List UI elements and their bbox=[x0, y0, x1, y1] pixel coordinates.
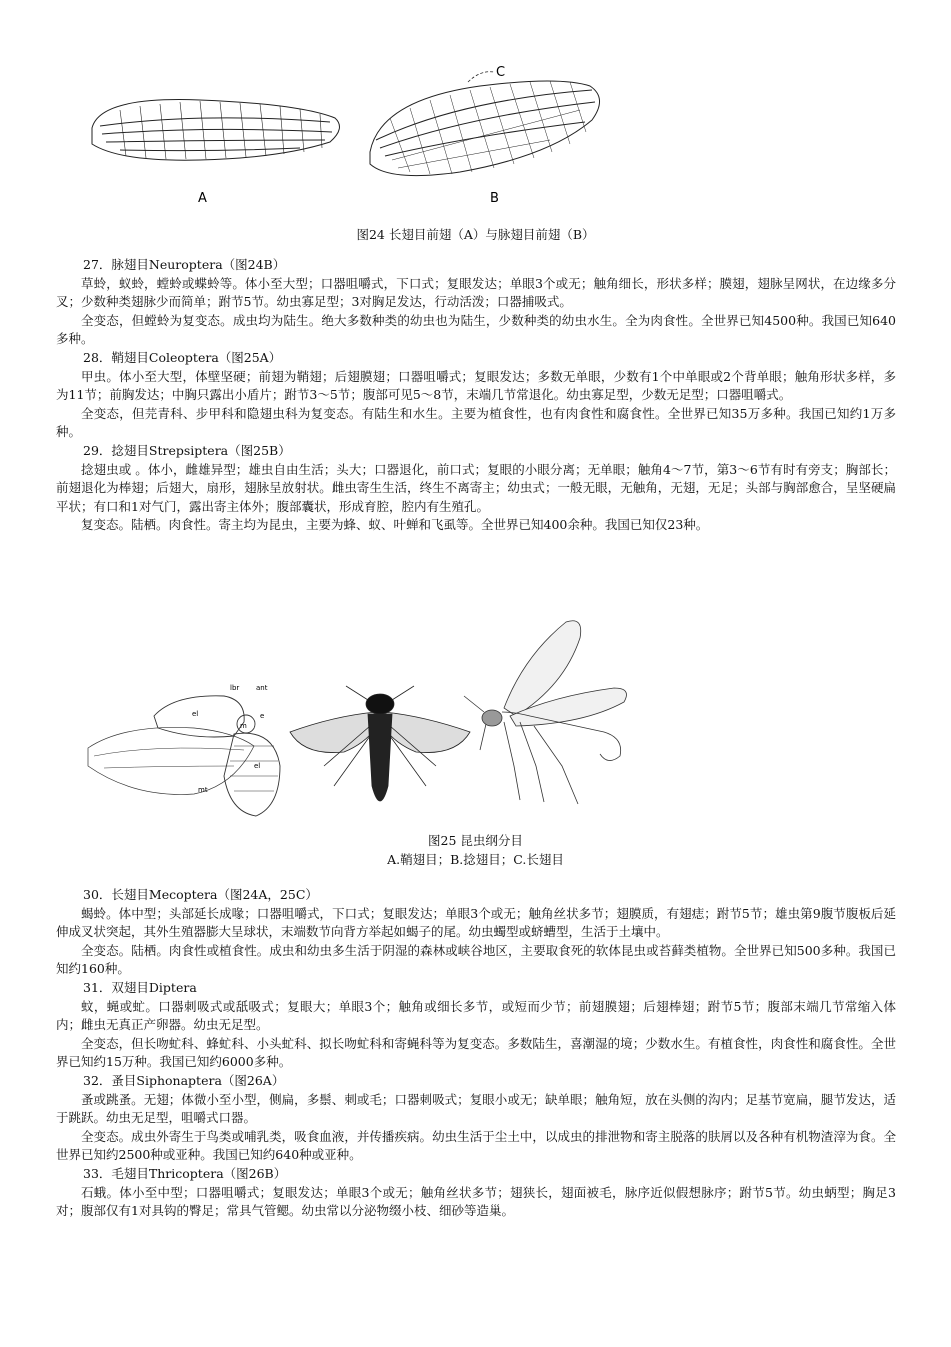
beetle-label-lbr: lbr bbox=[230, 684, 240, 692]
wing-b-illustration bbox=[370, 72, 600, 176]
section-33-heading: 33．毛翅目Thricoptera（图26B） bbox=[83, 1165, 287, 1181]
scorpionfly-illustration bbox=[464, 621, 626, 804]
section-32-paragraph-2: 全变态。成虫外寄生于鸟类或哺乳类，吸食血液，并传播疾病。幼虫生活于尘土中，以成虫的排泄物和寄主脱落的肤屑以及各种有机物渣滓为食。全世界已知约2500种或亚种。我国已知约640种或亚种。 bbox=[56, 1128, 896, 1163]
figure-24-wings bbox=[80, 60, 620, 210]
figure-24-label-a: A bbox=[198, 191, 207, 206]
section-27-heading: 27．脉翅目Neuroptera（图24B） bbox=[83, 257, 286, 272]
figure-24-label-c: C bbox=[496, 65, 506, 80]
section-30-paragraph-1: 蝎蛉。体中型；头部延长成喙；口器咀嚼式，下口式；复眼发达；单眼3个或无；触角丝状多节；翅膜质，有翅痣；跗节5节；雄虫第9腹节腹板后延伸成叉状突起，其外生殖器膨大呈球状，末端数节向背方举起如蝎子的尾。幼虫蠋型或蛴螬型，生活于土壤中。 bbox=[56, 905, 896, 940]
section-28-paragraph-1: 甲虫。体小至大型，体壁坚硬；前翅为鞘翅；后翅膜翅；口器咀嚼式；复眼发达；多数无单眼，少数有1个中单眼或2个背单眼；触角形状多样，多为11节；前胸发达；中胸只露出小盾片；跗节3～5节；腹部可见5～8节，末端几节常退化。幼虫寡足型，少数无足型；口器咀嚼式。 bbox=[56, 368, 896, 403]
section-30-paragraph-2: 全变态。陆栖。肉食性或植食性。成虫和幼虫多生活于阴湿的森林或峡谷地区，主要取食死的软体昆虫或苔藓类植物。全世界已知500多种。我国已知约160种。 bbox=[56, 942, 896, 977]
section-33-paragraph-1: 石蛾。体小至中型；口器咀嚼式；复眼发达；单眼3个或无；触角丝状多节；翅狭长，翅面被毛，脉序近似假想脉序；跗节5节。幼虫蛃型；胸足3对；腹部仅有1对具钩的臀足；常具气管鳃。幼虫常以分泌物缀小枝、细砂等造巢。 bbox=[56, 1184, 896, 1219]
section-29-paragraph-1: 捻翅虫或 。体小，雌雄异型；雄虫自由生活；头大；口器退化，前口式；复眼的小眼分离；无单眼；触角4～7节，第3～6节有时有旁支；胸部长；前翅退化为棒翅；后翅大，扇形，翅脉呈放射状。雌虫寄生生活，终生不离寄主；幼虫式；一般无眼，无触角，无翅，无足；头部与胸部愈合，呈坚硬扁平状；有口和1对气门，露出寄主体外；腹部囊状，形成育腔，腔内有生殖孔。 bbox=[56, 461, 896, 514]
section-29-paragraph-2: 复变态。陆栖。肉食性。寄主均为昆虫，主要为蜂、蚁、叶蝉和飞虱等。全世界已知400余种。我国已知仅23种。 bbox=[81, 517, 709, 533]
beetle-label-m: m bbox=[240, 722, 247, 730]
beetle-illustration bbox=[88, 696, 280, 816]
beetle-label-el-1: el bbox=[192, 710, 199, 718]
beetle-label-mt: mt bbox=[198, 786, 208, 794]
figure-25-caption: 图25 昆虫纲分目 bbox=[428, 833, 523, 848]
beetle-label-ant: ant bbox=[256, 684, 268, 692]
beetle-label-el-2: el bbox=[254, 762, 261, 770]
section-28-heading: 28．鞘翅目Coleoptera（图25A） bbox=[83, 349, 282, 365]
beetle-label-e: e bbox=[260, 712, 265, 720]
section-30-heading: 30．长翅目Mecoptera（图24A，25C） bbox=[83, 887, 318, 902]
section-31-heading: 31．双翅目Diptera bbox=[83, 979, 197, 995]
sections-27-29 bbox=[56, 256, 896, 535]
section-31-paragraph-1: 蚊，蝇或虻。口器刺吸式或舐吸式；复眼大；单眼3个；触角或细长多节，或短而少节；前翅膜翅；后翅棒翅；跗节5节；腹部末端几节常缩入体内；雌虫无真正产卵器。幼虫无足型。 bbox=[56, 998, 896, 1033]
figure-24-label-b: B bbox=[490, 191, 499, 206]
figure-25-subcaption: A.鞘翅目；B.捻翅目；C.长翅目 bbox=[387, 852, 564, 867]
section-32-heading: 32．蚤目Siphonaptera（图26A） bbox=[83, 1072, 285, 1088]
wing-a-illustration bbox=[92, 100, 339, 161]
strepsiptera-illustration bbox=[290, 686, 470, 801]
section-31-paragraph-2: 全变态，但长吻虻科、蜂虻科、小头虻科、拟长吻虻科和寄蝇科等为复变态。多数陆生，喜潮湿的境；少数水生。有植食性，肉食性和腐食性。全世界已知约15万种。我国已知约6000多种。 bbox=[56, 1035, 896, 1070]
figure-24-caption: 图24 长翅目前翅（A）与脉翅目前翅（B） bbox=[356, 227, 595, 242]
sections-30-33 bbox=[56, 886, 896, 1221]
section-27-paragraph-2: 全变态，但螳蛉为复变态。成虫均为陆生。绝大多数种类的幼虫也为陆生，少数种类的幼虫水生。全为肉食性。全世界已知4500种。我国已知640多种。 bbox=[56, 312, 896, 347]
section-32-paragraph-1: 蚤或跳蚤。无翅；体微小至小型，侧扁，多鬃、刺或毛；口器刺吸式；复眼小或无；缺单眼；触角短，放在头侧的沟内；足基节宽扁，腿节发达，适于跳跃。幼虫无足型，咀嚼式口器。 bbox=[56, 1091, 896, 1126]
figure-25-insects bbox=[84, 616, 644, 836]
section-29-heading: 29．捻翅目Strepsiptera（图25B） bbox=[83, 442, 291, 458]
section-28-paragraph-2: 全变态，但芫青科、步甲科和隐翅虫科为复变态。有陆生和水生。主要为植食性，也有肉食性和腐食性。全世界已知35万多种。我国已知约1万多种。 bbox=[56, 405, 896, 440]
section-27-paragraph-1: 草蛉，蚁蛉，螳蛉或蝶蛉等。体小至大型；口器咀嚼式，下口式；复眼发达；单眼3个或无；触角细长，形状多样；膜翅，翅脉呈网状，在边缘多分叉；少数种类翅脉少而简单；跗节5节。幼虫寡足型；3对胸足发达，行动活泼；口器捕吸式。 bbox=[56, 275, 896, 310]
